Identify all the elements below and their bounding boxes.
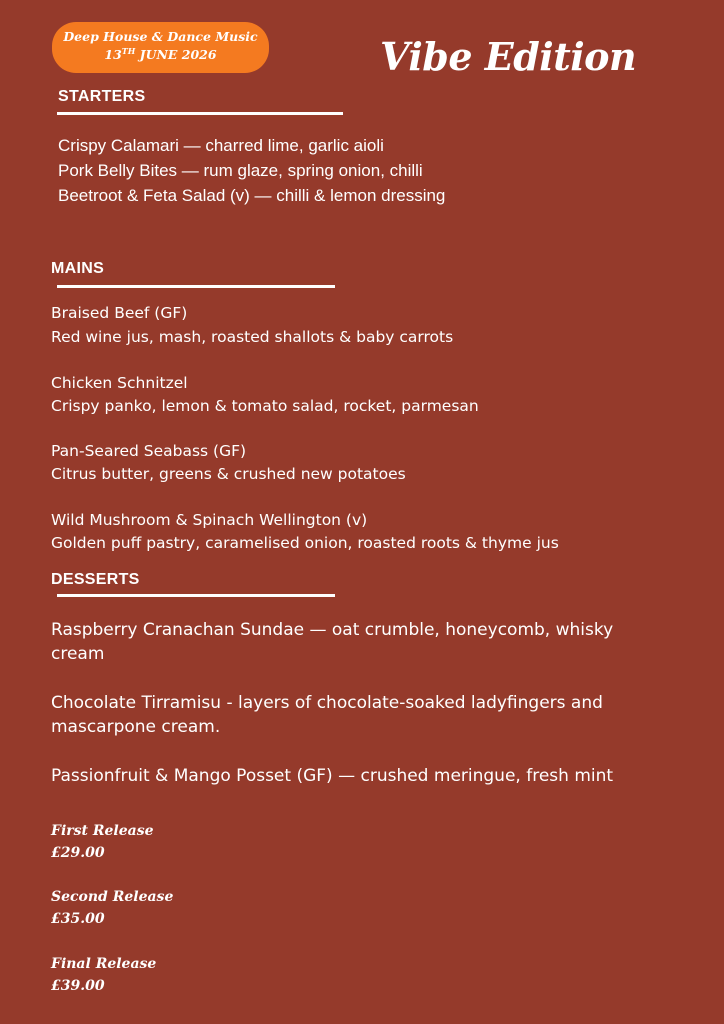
event-music: Deep House & Dance Music xyxy=(63,29,258,44)
desserts-heading: DESSERTS xyxy=(51,571,140,588)
dessert-item-line: Chocolate Tirramisu - layers of chocolate-soaked ladyfingers and xyxy=(51,693,603,713)
main-item-desc: Red wine jus, mash, roasted shallots & baby carrots xyxy=(51,328,454,346)
starters-rule xyxy=(57,112,343,115)
event-badge xyxy=(52,22,269,73)
release-label: First Release xyxy=(51,823,154,839)
dessert-item-line: cream xyxy=(51,644,105,664)
main-item-name: Pan-Seared Seabass (GF) xyxy=(51,442,247,460)
mains-rule xyxy=(57,285,335,288)
main-item-name: Braised Beef (GF) xyxy=(51,304,188,322)
main-item-name: Wild Mushroom & Spinach Wellington (v) xyxy=(51,511,368,529)
dessert-item-line: mascarpone cream. xyxy=(51,717,221,737)
release-label: Second Release xyxy=(51,889,174,905)
main-item-desc: Crispy panko, lemon & tomato salad, rocket, parmesan xyxy=(51,397,479,415)
starter-item: Beetroot & Feta Salad (v) — chilli & lemon dressing xyxy=(58,186,446,205)
page-title: Vibe Edition xyxy=(380,34,637,79)
main-item-name: Chicken Schnitzel xyxy=(51,374,188,392)
starter-item: Pork Belly Bites — rum glaze, spring onion, chilli xyxy=(58,161,423,180)
dessert-item-line: Raspberry Cranachan Sundae — oat crumble, honeycomb, whisky xyxy=(51,620,614,640)
event-date: 13TH JUNE 2026 xyxy=(104,46,217,63)
starters-heading: STARTERS xyxy=(58,88,146,105)
release-price: £39.00 xyxy=(51,978,105,994)
release-label: Final Release xyxy=(51,956,157,972)
release-price: £29.00 xyxy=(51,845,105,861)
main-item-desc: Golden puff pastry, caramelised onion, roasted roots & thyme jus xyxy=(51,534,559,552)
release-price: £35.00 xyxy=(51,911,105,927)
mains-heading: MAINS xyxy=(51,260,105,277)
main-item-desc: Citrus butter, greens & crushed new potatoes xyxy=(51,465,406,483)
starter-item: Crispy Calamari — charred lime, garlic aioli xyxy=(58,136,384,155)
desserts-rule xyxy=(57,594,335,597)
dessert-item-line: Passionfruit & Mango Posset (GF) — crushed meringue, fresh mint xyxy=(51,766,614,786)
